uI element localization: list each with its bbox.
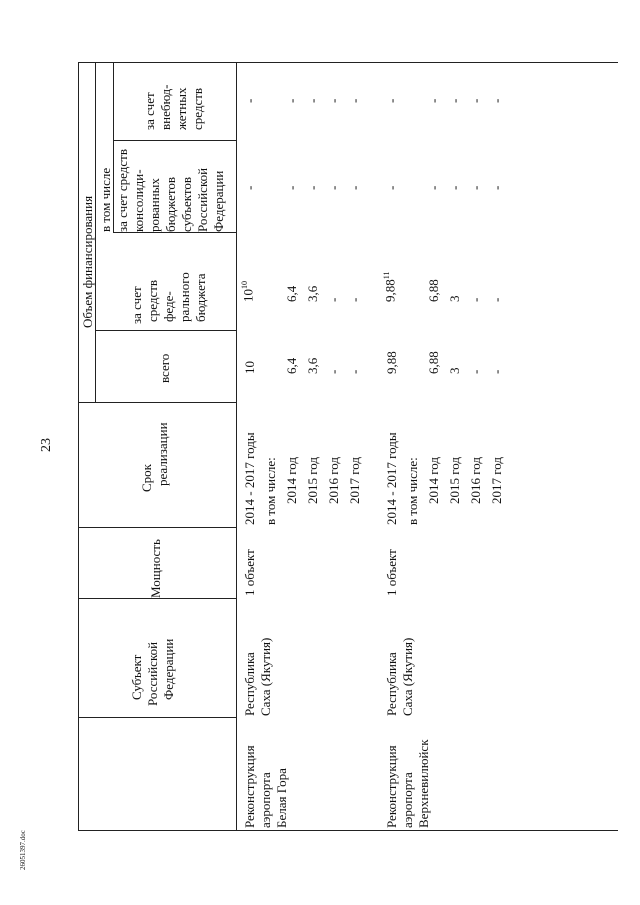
row-period-line bbox=[264, 457, 277, 525]
header-subject-line-text: Федерации bbox=[161, 638, 176, 700]
header-regional-line-text: Российской bbox=[195, 167, 210, 232]
header-extra-line-text: средств bbox=[190, 87, 205, 130]
row-period-line-text: 2015 год bbox=[447, 457, 462, 504]
row-subject-line-text: Республика bbox=[242, 652, 257, 716]
row-federal-value-text: - bbox=[489, 297, 504, 302]
header-regional-line bbox=[212, 171, 225, 232]
row-federal-value-text: 3 bbox=[447, 295, 462, 302]
table-top-border bbox=[78, 62, 618, 63]
row-object-line bbox=[275, 768, 288, 828]
row-regional-value-text: - bbox=[284, 185, 299, 190]
row-federal-value-text: - bbox=[347, 297, 362, 302]
header-including-text: в том числе bbox=[98, 167, 113, 232]
row-period-line bbox=[348, 457, 361, 504]
row-extra-value bbox=[327, 99, 340, 103]
header-regional-line-text: за счет средств bbox=[115, 149, 130, 232]
row-period-line-text: 2017 год bbox=[347, 457, 362, 504]
header-period-line bbox=[156, 422, 169, 486]
header-subject-line bbox=[146, 642, 159, 706]
row-extra-value bbox=[348, 99, 361, 103]
row-federal-value-text: 6,88 bbox=[426, 279, 441, 302]
row-regional-value bbox=[490, 186, 503, 190]
row-period-line bbox=[469, 457, 482, 504]
row-federal-value-text: 10 bbox=[240, 289, 256, 302]
header-regional-line bbox=[132, 169, 145, 232]
header-volume-text: Объем финансирования bbox=[80, 195, 95, 328]
row-period-line-text: 2014 - 2017 годы bbox=[242, 432, 257, 525]
row-federal-value bbox=[327, 298, 340, 302]
row-period-line bbox=[427, 457, 440, 504]
header-regional-line-text: Федерации bbox=[211, 170, 226, 232]
row-subject-line bbox=[385, 652, 398, 716]
header-volume bbox=[81, 196, 94, 328]
header-regional-line-text: субъектов bbox=[179, 176, 194, 232]
row-object-line-text: Реконструкция bbox=[242, 745, 257, 828]
row-period-line bbox=[448, 457, 461, 504]
col-divider-total-federal bbox=[95, 330, 236, 331]
row-subject-line-text: Саха (Якутия) bbox=[258, 637, 273, 716]
row-total-value-text: 6,4 bbox=[284, 357, 299, 374]
header-federal-line-text: рального bbox=[177, 272, 192, 322]
row-extra-value-text: - bbox=[384, 98, 399, 103]
row-extra-value bbox=[385, 99, 398, 103]
row-total-value-text: - bbox=[489, 369, 504, 374]
header-extra-line bbox=[159, 85, 172, 130]
row-regional-value bbox=[427, 186, 440, 190]
row-period-line bbox=[306, 457, 319, 504]
row-extra-value bbox=[243, 99, 256, 103]
row-federal-value-text: 6,4 bbox=[284, 285, 299, 302]
header-including-divider bbox=[113, 62, 114, 232]
footnote-marker: 10 bbox=[240, 281, 249, 289]
header-extra-line bbox=[175, 88, 188, 130]
header-federal-line bbox=[178, 272, 191, 322]
row-period-line bbox=[385, 432, 398, 525]
header-subject-line bbox=[162, 639, 175, 700]
table-border-left bbox=[78, 62, 79, 830]
row-period-line-text: в том числе: bbox=[405, 457, 420, 525]
row-regional-value bbox=[243, 186, 256, 190]
row-total-value-text: 9,88 bbox=[384, 351, 399, 374]
row-regional-value-text: - bbox=[447, 185, 462, 190]
header-extra-line bbox=[191, 88, 204, 130]
row-regional-value-text: - bbox=[242, 185, 257, 190]
row-regional-value-text: - bbox=[489, 185, 504, 190]
page-number: 23 bbox=[39, 438, 54, 452]
col-divider-federal-regional bbox=[113, 232, 236, 233]
row-total-value-text: 3 bbox=[447, 367, 462, 374]
row-period-line bbox=[490, 457, 503, 504]
row-federal-value bbox=[469, 298, 482, 302]
row-period-line bbox=[327, 457, 340, 504]
row-period-line-text: 2015 год bbox=[305, 457, 320, 504]
row-regional-value bbox=[348, 186, 361, 190]
row-extra-value-text: - bbox=[284, 98, 299, 103]
row-object-line bbox=[401, 772, 414, 828]
row-total-value bbox=[285, 358, 298, 374]
header-federal-line-text: феде- bbox=[161, 291, 176, 322]
col-divider-period-total bbox=[78, 402, 236, 403]
row-federal-value-text: - bbox=[468, 297, 483, 302]
row-extra-value bbox=[469, 99, 482, 103]
footnote-marker: 11 bbox=[382, 271, 391, 280]
header-federal-line bbox=[162, 291, 175, 322]
row-total-value bbox=[243, 361, 256, 374]
row-object-line bbox=[417, 739, 430, 828]
row-period-line bbox=[243, 432, 256, 525]
row-federal-value bbox=[306, 286, 319, 302]
row-total-value-text: 10 bbox=[242, 361, 257, 374]
col-divider-subject-capacity bbox=[78, 598, 236, 599]
header-extra-line-text: за счет bbox=[142, 92, 157, 130]
row-regional-value-text: - bbox=[468, 185, 483, 190]
row-period-line-text: 2016 год bbox=[468, 457, 483, 504]
header-capacity-text: Мощность bbox=[148, 539, 163, 598]
row-federal-value bbox=[241, 281, 254, 302]
row-regional-value bbox=[469, 186, 482, 190]
header-bottom-border bbox=[236, 62, 237, 830]
row-extra-value bbox=[490, 99, 503, 103]
row-federal-value-text: 9,88 bbox=[382, 279, 398, 302]
header-regional-line-text: рованных bbox=[147, 178, 162, 232]
row-capacity-text: 1 объект bbox=[242, 549, 257, 596]
header-federal-line-text: средств bbox=[145, 279, 160, 322]
row-federal-value bbox=[427, 279, 440, 302]
header-capacity bbox=[149, 539, 162, 598]
header-sub-divider bbox=[95, 62, 96, 402]
row-extra-value bbox=[448, 99, 461, 103]
col-divider-object-subject bbox=[78, 717, 236, 718]
header-regional-line-text: бюджетов bbox=[163, 176, 178, 232]
header-subject-line-text: Российской bbox=[145, 641, 160, 706]
col-divider-capacity-period bbox=[78, 527, 236, 528]
header-extra-line-text: жетных bbox=[174, 87, 189, 130]
row-total-value bbox=[385, 351, 398, 374]
row-regional-value-text: - bbox=[347, 185, 362, 190]
row-regional-value bbox=[327, 186, 340, 190]
row-total-value-text: - bbox=[347, 369, 362, 374]
row-extra-value-text: - bbox=[347, 98, 362, 103]
row-total-value bbox=[348, 370, 361, 374]
row-regional-value bbox=[285, 186, 298, 190]
header-subject-line-text: Субъект bbox=[129, 654, 144, 700]
row-period-line-text: 2014 - 2017 годы bbox=[384, 432, 399, 525]
header-federal-line-text: бюджета bbox=[193, 273, 208, 322]
row-federal-value bbox=[490, 298, 503, 302]
header-subject-line bbox=[130, 655, 143, 700]
header-including bbox=[99, 168, 112, 232]
row-extra-value-text: - bbox=[447, 98, 462, 103]
row-period-line-text: 2014 год bbox=[284, 457, 299, 504]
row-object-line-text: Реконструкция bbox=[384, 745, 399, 828]
row-period-line-text: 2016 год bbox=[326, 457, 341, 504]
row-regional-value bbox=[448, 186, 461, 190]
row-federal-value-text: 3,6 bbox=[305, 285, 320, 302]
header-extra-line-text: внебюд- bbox=[158, 84, 173, 130]
row-object-line-text: аэропорта bbox=[400, 772, 415, 828]
header-total-text: всего bbox=[157, 353, 172, 383]
row-federal-value bbox=[348, 298, 361, 302]
row-total-value-text: 3,6 bbox=[305, 357, 320, 374]
row-regional-value-text: - bbox=[326, 185, 341, 190]
row-subject-line bbox=[401, 638, 414, 716]
row-capacity bbox=[243, 549, 256, 596]
row-extra-value-text: - bbox=[426, 98, 441, 103]
row-federal-value bbox=[448, 296, 461, 303]
row-total-value bbox=[327, 370, 340, 374]
col-divider-regional-extra bbox=[113, 140, 236, 141]
row-period-line bbox=[285, 457, 298, 504]
row-subject-line bbox=[243, 652, 256, 716]
header-regional-line bbox=[164, 177, 177, 232]
row-extra-value-text: - bbox=[242, 98, 257, 103]
row-extra-value bbox=[427, 99, 440, 103]
row-object-line bbox=[385, 745, 398, 828]
row-object-line bbox=[243, 745, 256, 828]
row-object-line-text: Белая Гора bbox=[274, 768, 289, 828]
row-extra-value-text: - bbox=[305, 98, 320, 103]
row-regional-value-text: - bbox=[426, 185, 441, 190]
row-total-value-text: 6,88 bbox=[426, 351, 441, 374]
row-extra-value-text: - bbox=[468, 98, 483, 103]
row-total-value-text: - bbox=[326, 369, 341, 374]
header-period-line-text: реализации bbox=[155, 422, 170, 486]
row-period-line-text: в том числе: bbox=[263, 457, 278, 525]
row-object-line-text: Верхневилюйск bbox=[416, 739, 431, 828]
header-regional-line-text: консолиди- bbox=[131, 169, 146, 232]
row-period-line bbox=[406, 457, 419, 525]
row-total-value bbox=[469, 370, 482, 374]
row-period-line-text: 2014 год bbox=[426, 457, 441, 504]
table-bottom-border bbox=[78, 830, 618, 831]
row-regional-value bbox=[306, 186, 319, 190]
header-federal-line-text: за счет bbox=[129, 286, 144, 324]
header-federal-line bbox=[130, 286, 143, 324]
header-regional-line bbox=[196, 168, 209, 232]
header-regional-line bbox=[116, 149, 129, 232]
header-extra-line bbox=[143, 92, 156, 130]
row-federal-value bbox=[383, 272, 396, 302]
header-regional-line bbox=[148, 178, 161, 232]
row-total-value bbox=[427, 351, 440, 374]
row-federal-value-text: - bbox=[326, 297, 341, 302]
row-regional-value-text: - bbox=[305, 185, 320, 190]
row-capacity bbox=[385, 549, 398, 596]
row-subject-line bbox=[259, 638, 272, 716]
header-federal-line bbox=[146, 280, 159, 322]
header-total bbox=[158, 354, 171, 383]
row-subject-line-text: Саха (Якутия) bbox=[400, 637, 415, 716]
row-extra-value-text: - bbox=[326, 98, 341, 103]
header-period-line-text: Срок bbox=[139, 464, 154, 492]
row-total-value bbox=[448, 368, 461, 375]
header-regional-line bbox=[180, 177, 193, 232]
row-object-line-text: аэропорта bbox=[258, 772, 273, 828]
row-extra-value bbox=[285, 99, 298, 103]
row-total-value bbox=[306, 358, 319, 374]
row-capacity-text: 1 объект bbox=[384, 549, 399, 596]
row-period-line-text: 2017 год bbox=[489, 457, 504, 504]
row-regional-value bbox=[385, 186, 398, 190]
row-total-value-text: - bbox=[468, 369, 483, 374]
header-period-line bbox=[140, 464, 153, 492]
header-federal-line bbox=[194, 274, 207, 322]
row-object-line bbox=[259, 772, 272, 828]
row-extra-value bbox=[306, 99, 319, 103]
document-reference: 26051397.doc bbox=[19, 830, 27, 870]
row-federal-value bbox=[285, 286, 298, 302]
row-regional-value-text: - bbox=[384, 185, 399, 190]
row-total-value bbox=[490, 370, 503, 374]
row-subject-line-text: Республика bbox=[384, 652, 399, 716]
row-extra-value-text: - bbox=[489, 98, 504, 103]
